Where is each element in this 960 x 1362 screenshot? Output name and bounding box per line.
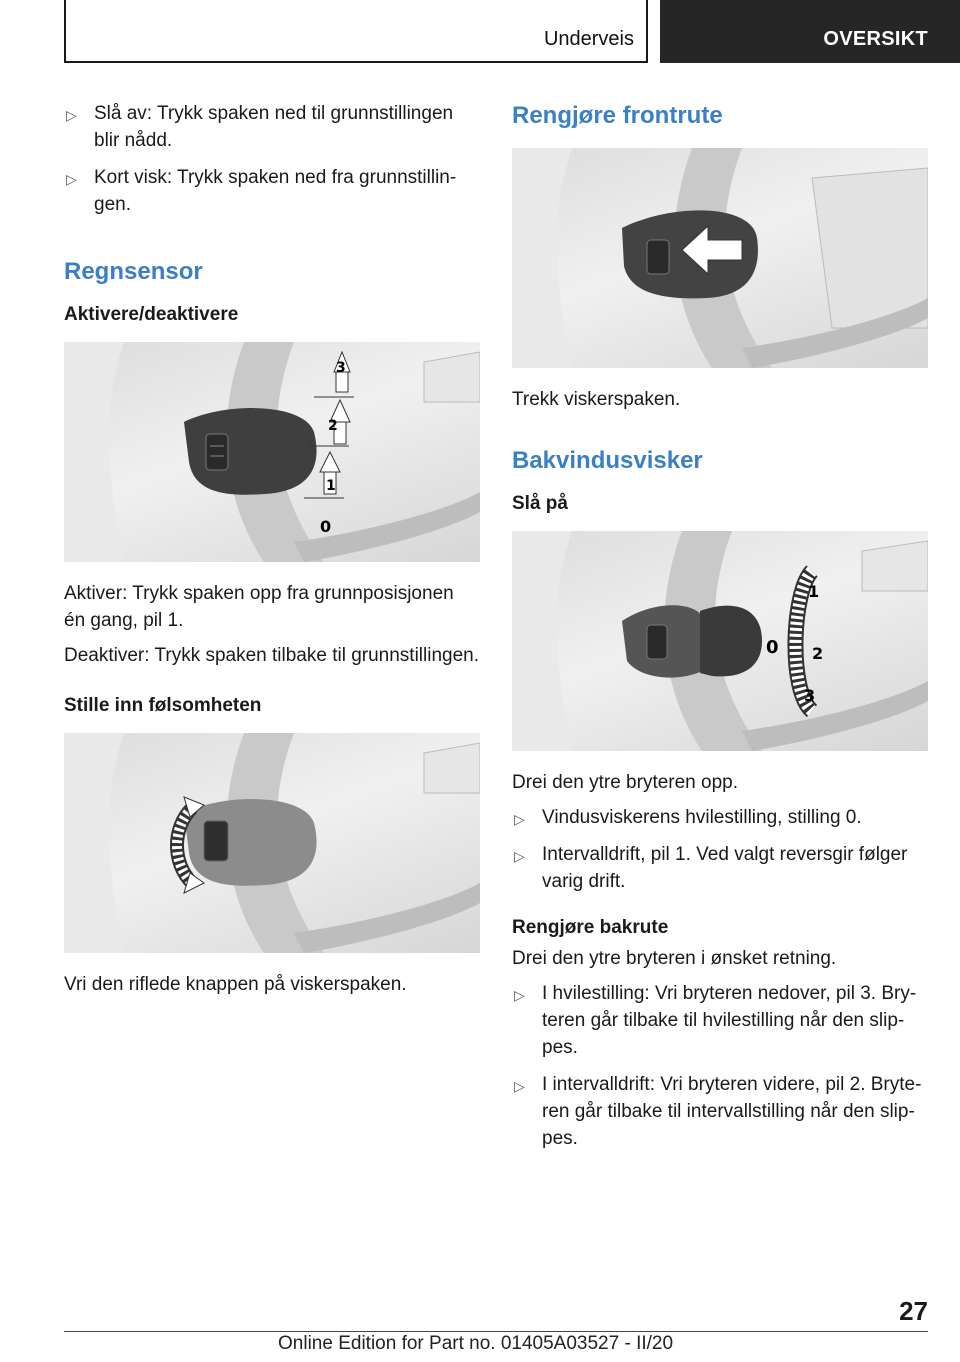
- figure-label: 3: [336, 360, 346, 376]
- chapter-box: [64, 0, 648, 63]
- figure-label: 1: [808, 582, 820, 601]
- section-tab[interactable]: [660, 0, 960, 63]
- paragraph-deactivate: Deaktiver: Trykk spaken tilbake til grunnstillingen.: [64, 645, 480, 666]
- list-item: ▷ I intervalldrift: Vri bryteren videre, pil 2. Bryte- ren går tilbake til intervallstilling når den slip- pes.: [514, 1074, 922, 1149]
- subheading-sensitivity: Stille inn følsomheten: [64, 695, 262, 716]
- triangle-bullet-icon: ▷: [66, 171, 77, 187]
- list-item: ▷ I hvilestilling: Vri bryteren nedover, pil 3. Bry- teren går tilbake til hvilestilling når den slip- pes.: [514, 983, 917, 1058]
- subheading-switch-on: Slå på: [512, 493, 568, 514]
- subheading-rear-clean: Rengjøre bakrute: [512, 917, 669, 938]
- footer-divider: [64, 1331, 928, 1332]
- list-item: ▷ Slå av: Trykk spaken ned til grunnstillingen blir nådd.: [66, 103, 454, 151]
- figure-label: 0: [766, 637, 779, 658]
- section-heading-front-clean: Rengjøre frontrute: [512, 102, 723, 129]
- list-item: ▷ Intervalldrift, pil 1. Ved valgt reversgir følger varig drift.: [514, 844, 908, 892]
- list-item: ▷ Kort visk: Trykk spaken ned fra grunnstillin- gen.: [66, 167, 457, 215]
- page-header: [0, 0, 960, 66]
- paragraph-turn-knob: Vri den riflede knappen på viskerspaken.: [64, 974, 407, 995]
- list-item: ▷ Vindusviskerens hvilestilling, stilling 0.: [512, 804, 928, 831]
- figure-label: 2: [812, 644, 824, 663]
- wiper-lever-figure-3: [512, 148, 928, 368]
- paragraph-turn-outer-switch: Drei den ytre bryteren opp.: [512, 772, 739, 793]
- page-number: 27: [899, 1296, 928, 1326]
- paragraph-turn-desired: Drei den ytre bryteren i ønsket retning.: [512, 948, 837, 969]
- triangle-bullet-icon: ▷: [514, 1078, 525, 1094]
- footer-edition-text: Online Edition for Part no. 01405A03527 - II/20: [278, 1333, 674, 1354]
- figure-label: 0: [320, 517, 332, 536]
- left-column: [64, 100, 480, 1006]
- figure-label: 1: [326, 478, 336, 494]
- section-tab-label: OVERSIKT: [823, 28, 928, 50]
- triangle-bullet-icon: ▷: [514, 811, 525, 827]
- wiper-lever-figure-2: [64, 733, 480, 953]
- subheading-aktivere: Aktivere/deaktivere: [64, 304, 239, 325]
- paragraph-activate: Aktiver: Trykk spaken opp fra grunnposisjonen én gang, pil 1.: [64, 583, 454, 631]
- figure-label: 2: [328, 418, 338, 434]
- right-column: [512, 100, 928, 1162]
- triangle-bullet-icon: ▷: [514, 987, 525, 1003]
- figure-label: 3: [804, 686, 816, 705]
- chapter-title: Underveis: [543, 28, 634, 50]
- section-heading-rear-wiper: Bakvindusvisker: [512, 447, 703, 474]
- wiper-lever-figure-4: [512, 531, 928, 751]
- wiper-lever-figure-1: [64, 342, 480, 562]
- section-heading-regnsensor: Regnsensor: [64, 258, 203, 285]
- triangle-bullet-icon: ▷: [514, 848, 525, 864]
- paragraph-pull-lever: Trekk viskerspaken.: [512, 389, 681, 410]
- triangle-bullet-icon: ▷: [66, 107, 77, 123]
